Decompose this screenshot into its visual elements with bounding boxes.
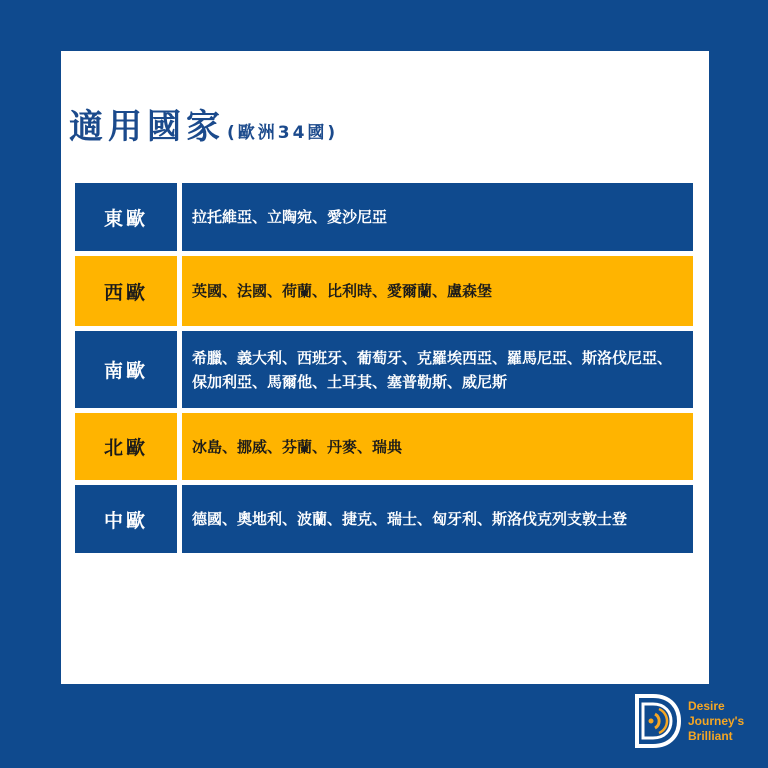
- country-table: [75, 183, 693, 558]
- page-title: [69, 99, 338, 148]
- logo-line-1: Desire: [688, 698, 725, 713]
- title-subtitle: (歐洲34國): [227, 123, 339, 143]
- table-row-west-europe: [75, 256, 693, 326]
- table-row-south-europe: [75, 331, 693, 408]
- region-label: 中歐: [75, 485, 177, 553]
- region-label: 北歐: [75, 413, 177, 480]
- content-card: [61, 51, 709, 684]
- region-label: 東歐: [75, 183, 177, 251]
- region-label: 南歐: [75, 331, 177, 408]
- brand-logo: [633, 692, 744, 750]
- country-list: 希臘、義大利、西班牙、葡萄牙、克羅埃西亞、羅馬尼亞、斯洛伐尼亞、保加利亞、馬爾他、土耳其、塞普勒斯、威尼斯: [182, 331, 693, 408]
- title-main: 適用國家: [69, 107, 225, 147]
- country-list: 德國、奧地利、波蘭、捷克、瑞士、匈牙利、斯洛伐克列支敦士登: [182, 485, 693, 553]
- country-list: 拉托維亞、立陶宛、愛沙尼亞: [182, 183, 693, 251]
- table-row-north-europe: [75, 413, 693, 480]
- djb-logo-icon: [633, 692, 683, 750]
- country-list: 英國、法國、荷蘭、比利時、愛爾蘭、盧森堡: [182, 256, 693, 326]
- table-row-east-europe: [75, 183, 693, 251]
- logo-wordmark: [688, 699, 744, 744]
- table-row-central-europe: [75, 485, 693, 553]
- country-list: 冰島、挪威、芬蘭、丹麥、瑞典: [182, 413, 693, 480]
- logo-line-3: Brilliant: [688, 728, 733, 743]
- logo-line-2: Journey's: [688, 713, 745, 728]
- region-label: 西歐: [75, 256, 177, 326]
